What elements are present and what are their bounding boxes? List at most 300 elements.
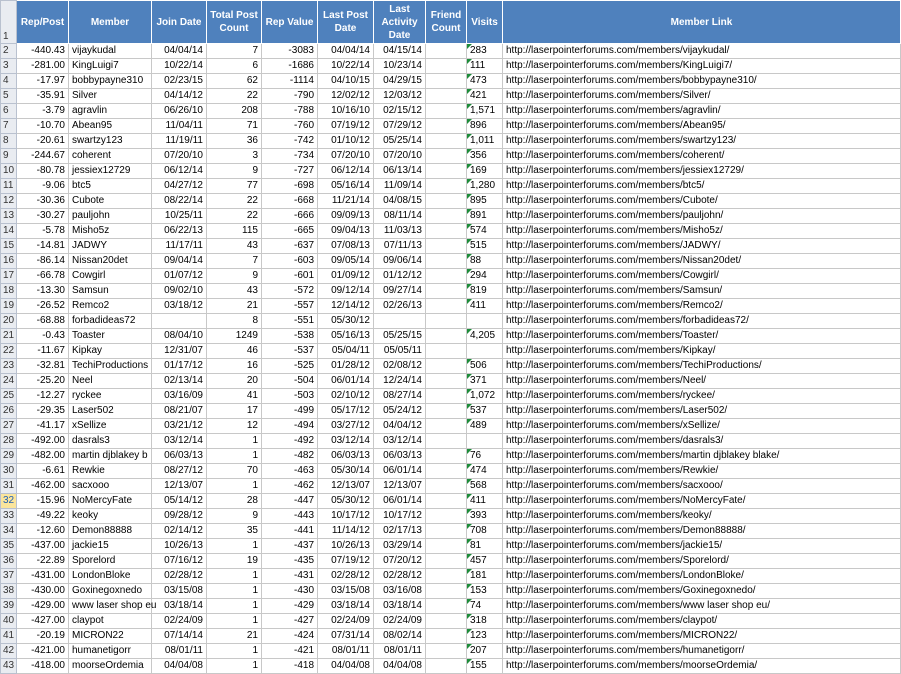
row-number[interactable]: 36	[1, 554, 17, 569]
cell-member[interactable]: agravlin	[69, 104, 152, 119]
row-number[interactable]: 32	[1, 494, 17, 509]
cell-total-post-count[interactable]: 36	[207, 134, 262, 149]
cell-member[interactable]: Nissan20det	[69, 254, 152, 269]
cell-member[interactable]: TechiProductions	[69, 359, 152, 374]
cell-friend-count[interactable]	[426, 494, 467, 509]
cell-join-date[interactable]: 08/22/14	[152, 194, 207, 209]
cell-member[interactable]: ryckee	[69, 389, 152, 404]
cell-member-link[interactable]: http://laserpointerforums.com/members/www laser shop eu/	[503, 599, 901, 614]
row-number[interactable]: 1	[1, 1, 17, 44]
cell-member[interactable]: NoMercyFate	[69, 494, 152, 509]
cell-last-activity-date[interactable]: 04/08/15	[374, 194, 426, 209]
cell-visits[interactable]: 4,205	[467, 329, 503, 344]
cell-rep-value[interactable]: -494	[262, 419, 318, 434]
cell-friend-count[interactable]	[426, 344, 467, 359]
cell-member-link[interactable]: http://laserpointerforums.com/members/xSellize/	[503, 419, 901, 434]
cell-last-post-date[interactable]: 04/04/14	[318, 44, 374, 59]
cell-join-date[interactable]: 07/16/12	[152, 554, 207, 569]
cell-last-activity-date[interactable]: 01/12/12	[374, 269, 426, 284]
cell-rep-post[interactable]: -430.00	[17, 584, 69, 599]
row-number[interactable]: 12	[1, 194, 17, 209]
cell-join-date[interactable]: 03/12/14	[152, 434, 207, 449]
cell-rep-post[interactable]: -30.36	[17, 194, 69, 209]
cell-member-link[interactable]: http://laserpointerforums.com/members/Sporelord/	[503, 554, 901, 569]
cell-last-post-date[interactable]: 12/02/12	[318, 89, 374, 104]
cell-friend-count[interactable]	[426, 479, 467, 494]
cell-total-post-count[interactable]: 19	[207, 554, 262, 569]
cell-visits[interactable]: 411	[467, 494, 503, 509]
cell-rep-post[interactable]: -9.06	[17, 179, 69, 194]
cell-last-post-date[interactable]: 03/12/14	[318, 434, 374, 449]
cell-visits[interactable]: 891	[467, 209, 503, 224]
cell-last-post-date[interactable]: 02/24/09	[318, 614, 374, 629]
cell-total-post-count[interactable]: 1	[207, 614, 262, 629]
cell-last-activity-date[interactable]: 11/03/13	[374, 224, 426, 239]
cell-last-post-date[interactable]: 07/31/14	[318, 629, 374, 644]
cell-friend-count[interactable]	[426, 434, 467, 449]
cell-total-post-count[interactable]: 22	[207, 89, 262, 104]
cell-total-post-count[interactable]: 1	[207, 479, 262, 494]
row-number[interactable]: 15	[1, 239, 17, 254]
cell-friend-count[interactable]	[426, 194, 467, 209]
cell-rep-post[interactable]: -5.78	[17, 224, 69, 239]
row-number[interactable]: 39	[1, 599, 17, 614]
cell-rep-value[interactable]: -418	[262, 659, 318, 674]
cell-rep-post[interactable]: -17.97	[17, 74, 69, 89]
cell-rep-post[interactable]: -25.20	[17, 374, 69, 389]
cell-visits[interactable]: 421	[467, 89, 503, 104]
cell-member-link[interactable]: http://laserpointerforums.com/members/ryckee/	[503, 389, 901, 404]
cell-friend-count[interactable]	[426, 659, 467, 674]
cell-friend-count[interactable]	[426, 554, 467, 569]
cell-last-activity-date[interactable]: 05/25/14	[374, 134, 426, 149]
cell-member-link[interactable]: http://laserpointerforums.com/members/Nissan20det/	[503, 254, 901, 269]
cell-rep-post[interactable]: -49.22	[17, 509, 69, 524]
cell-member[interactable]: Silver	[69, 89, 152, 104]
cell-visits[interactable]	[467, 434, 503, 449]
cell-visits[interactable]: 153	[467, 584, 503, 599]
cell-member-link[interactable]: http://laserpointerforums.com/members/KingLuigi7/	[503, 59, 901, 74]
cell-total-post-count[interactable]: 12	[207, 419, 262, 434]
cell-member[interactable]: martin djblakey b	[69, 449, 152, 464]
cell-member[interactable]: coherent	[69, 149, 152, 164]
cell-member[interactable]: jackie15	[69, 539, 152, 554]
cell-total-post-count[interactable]: 21	[207, 629, 262, 644]
cell-rep-post[interactable]: -3.79	[17, 104, 69, 119]
cell-member-link[interactable]: http://laserpointerforums.com/members/bobbypayne310/	[503, 74, 901, 89]
cell-join-date[interactable]: 08/01/11	[152, 644, 207, 659]
cell-rep-post[interactable]: -22.89	[17, 554, 69, 569]
cell-rep-value[interactable]: -441	[262, 524, 318, 539]
cell-rep-value[interactable]: -431	[262, 569, 318, 584]
cell-member[interactable]: Neel	[69, 374, 152, 389]
cell-rep-value[interactable]: -499	[262, 404, 318, 419]
cell-friend-count[interactable]	[426, 509, 467, 524]
row-number[interactable]: 16	[1, 254, 17, 269]
cell-rep-value[interactable]: -788	[262, 104, 318, 119]
cell-total-post-count[interactable]: 16	[207, 359, 262, 374]
cell-visits[interactable]: 371	[467, 374, 503, 389]
cell-member[interactable]: bobbypayne310	[69, 74, 152, 89]
cell-friend-count[interactable]	[426, 449, 467, 464]
row-number[interactable]: 27	[1, 419, 17, 434]
cell-join-date[interactable]: 02/14/12	[152, 524, 207, 539]
cell-rep-value[interactable]: -727	[262, 164, 318, 179]
cell-member-link[interactable]: http://laserpointerforums.com/members/TechiProductions/	[503, 359, 901, 374]
cell-rep-post[interactable]: -244.67	[17, 149, 69, 164]
cell-member[interactable]: Goxinegoxnedo	[69, 584, 152, 599]
cell-rep-post[interactable]: -431.00	[17, 569, 69, 584]
row-number[interactable]: 26	[1, 404, 17, 419]
cell-rep-value[interactable]: -537	[262, 344, 318, 359]
cell-last-activity-date[interactable]: 07/29/12	[374, 119, 426, 134]
cell-total-post-count[interactable]: 20	[207, 374, 262, 389]
cell-last-activity-date[interactable]: 09/27/14	[374, 284, 426, 299]
cell-rep-post[interactable]: -440.43	[17, 44, 69, 59]
cell-total-post-count[interactable]: 62	[207, 74, 262, 89]
cell-member[interactable]: Toaster	[69, 329, 152, 344]
cell-last-post-date[interactable]: 01/10/12	[318, 134, 374, 149]
cell-rep-value[interactable]: -665	[262, 224, 318, 239]
cell-friend-count[interactable]	[426, 89, 467, 104]
cell-rep-value[interactable]: -601	[262, 269, 318, 284]
column-header-visits[interactable]: Visits	[467, 1, 503, 44]
row-number[interactable]: 2	[1, 44, 17, 59]
cell-last-post-date[interactable]: 09/12/14	[318, 284, 374, 299]
cell-member-link[interactable]: http://laserpointerforums.com/members/Goxinegoxnedo/	[503, 584, 901, 599]
cell-member[interactable]: www laser shop eu	[69, 599, 152, 614]
row-number[interactable]: 37	[1, 569, 17, 584]
cell-total-post-count[interactable]: 17	[207, 404, 262, 419]
cell-visits[interactable]: 896	[467, 119, 503, 134]
row-number[interactable]: 42	[1, 644, 17, 659]
cell-member[interactable]: btc5	[69, 179, 152, 194]
cell-last-post-date[interactable]: 02/28/12	[318, 569, 374, 584]
cell-last-activity-date[interactable]: 09/06/14	[374, 254, 426, 269]
cell-rep-value[interactable]: -492	[262, 434, 318, 449]
cell-member-link[interactable]: http://laserpointerforums.com/members/LondonBloke/	[503, 569, 901, 584]
cell-total-post-count[interactable]: 1249	[207, 329, 262, 344]
cell-visits[interactable]: 1,072	[467, 389, 503, 404]
cell-rep-value[interactable]: -666	[262, 209, 318, 224]
cell-rep-value[interactable]: -503	[262, 389, 318, 404]
cell-rep-post[interactable]: -30.27	[17, 209, 69, 224]
cell-total-post-count[interactable]: 8	[207, 314, 262, 329]
cell-last-activity-date[interactable]: 08/02/14	[374, 629, 426, 644]
cell-visits[interactable]: 283	[467, 44, 503, 59]
cell-friend-count[interactable]	[426, 359, 467, 374]
cell-last-activity-date[interactable]: 04/04/08	[374, 659, 426, 674]
row-number[interactable]: 8	[1, 134, 17, 149]
cell-total-post-count[interactable]: 1	[207, 434, 262, 449]
row-number[interactable]: 9	[1, 149, 17, 164]
row-number[interactable]: 3	[1, 59, 17, 74]
cell-member-link[interactable]: http://laserpointerforums.com/members/claypot/	[503, 614, 901, 629]
cell-join-date[interactable]: 11/04/11	[152, 119, 207, 134]
cell-rep-post[interactable]: -281.00	[17, 59, 69, 74]
cell-member[interactable]: Cubote	[69, 194, 152, 209]
cell-rep-post[interactable]: -20.61	[17, 134, 69, 149]
cell-rep-post[interactable]: -32.81	[17, 359, 69, 374]
cell-total-post-count[interactable]: 43	[207, 284, 262, 299]
cell-last-activity-date[interactable]: 08/11/14	[374, 209, 426, 224]
cell-rep-post[interactable]: -66.78	[17, 269, 69, 284]
column-header-member-link[interactable]: Member Link	[503, 1, 901, 44]
row-number[interactable]: 34	[1, 524, 17, 539]
cell-member[interactable]: vijaykudal	[69, 44, 152, 59]
cell-last-post-date[interactable]: 11/14/12	[318, 524, 374, 539]
cell-member-link[interactable]: http://laserpointerforums.com/members/Rewkie/	[503, 464, 901, 479]
cell-rep-value[interactable]: -447	[262, 494, 318, 509]
cell-rep-value[interactable]: -760	[262, 119, 318, 134]
cell-member-link[interactable]: http://laserpointerforums.com/members/Toaster/	[503, 329, 901, 344]
row-number[interactable]: 30	[1, 464, 17, 479]
cell-friend-count[interactable]	[426, 164, 467, 179]
cell-member[interactable]: forbadideas72	[69, 314, 152, 329]
cell-rep-value[interactable]: -437	[262, 539, 318, 554]
cell-visits[interactable]: 356	[467, 149, 503, 164]
cell-friend-count[interactable]	[426, 389, 467, 404]
cell-member[interactable]: keoky	[69, 509, 152, 524]
cell-last-activity-date[interactable]: 07/11/13	[374, 239, 426, 254]
cell-rep-post[interactable]: -429.00	[17, 599, 69, 614]
cell-member-link[interactable]: http://laserpointerforums.com/members/Abean95/	[503, 119, 901, 134]
cell-friend-count[interactable]	[426, 59, 467, 74]
cell-total-post-count[interactable]: 28	[207, 494, 262, 509]
cell-last-post-date[interactable]: 05/17/12	[318, 404, 374, 419]
column-header-rep-post[interactable]: Rep/Post	[17, 1, 69, 44]
cell-visits[interactable]: 181	[467, 569, 503, 584]
cell-visits[interactable]: 473	[467, 74, 503, 89]
cell-rep-value[interactable]: -429	[262, 599, 318, 614]
cell-member-link[interactable]: http://laserpointerforums.com/members/MICRON22/	[503, 629, 901, 644]
cell-last-activity-date[interactable]: 06/01/14	[374, 464, 426, 479]
cell-total-post-count[interactable]: 1	[207, 659, 262, 674]
cell-visits[interactable]: 74	[467, 599, 503, 614]
cell-last-activity-date[interactable]: 10/23/14	[374, 59, 426, 74]
cell-rep-value[interactable]: -525	[262, 359, 318, 374]
cell-visits[interactable]: 111	[467, 59, 503, 74]
cell-rep-value[interactable]: -603	[262, 254, 318, 269]
cell-last-post-date[interactable]: 06/01/14	[318, 374, 374, 389]
cell-visits[interactable]: 819	[467, 284, 503, 299]
row-number[interactable]: 10	[1, 164, 17, 179]
cell-rep-post[interactable]: -418.00	[17, 659, 69, 674]
cell-last-post-date[interactable]: 04/10/15	[318, 74, 374, 89]
row-number[interactable]: 19	[1, 299, 17, 314]
cell-member[interactable]: sacxooo	[69, 479, 152, 494]
cell-member[interactable]: Laser502	[69, 404, 152, 419]
cell-total-post-count[interactable]: 1	[207, 644, 262, 659]
cell-visits[interactable]: 76	[467, 449, 503, 464]
cell-last-post-date[interactable]: 07/20/10	[318, 149, 374, 164]
cell-visits[interactable]: 537	[467, 404, 503, 419]
cell-total-post-count[interactable]: 9	[207, 509, 262, 524]
cell-rep-value[interactable]: -1114	[262, 74, 318, 89]
cell-visits[interactable]: 393	[467, 509, 503, 524]
cell-visits[interactable]: 1,011	[467, 134, 503, 149]
row-number[interactable]: 31	[1, 479, 17, 494]
cell-visits[interactable]: 123	[467, 629, 503, 644]
cell-join-date[interactable]: 07/20/10	[152, 149, 207, 164]
row-number[interactable]: 40	[1, 614, 17, 629]
cell-friend-count[interactable]	[426, 464, 467, 479]
cell-rep-post[interactable]: -11.67	[17, 344, 69, 359]
cell-last-activity-date[interactable]	[374, 314, 426, 329]
row-number[interactable]: 13	[1, 209, 17, 224]
cell-visits[interactable]: 515	[467, 239, 503, 254]
cell-rep-post[interactable]: -13.30	[17, 284, 69, 299]
column-header-last-post-date[interactable]: Last Post Date	[318, 1, 374, 44]
cell-friend-count[interactable]	[426, 269, 467, 284]
cell-visits[interactable]: 88	[467, 254, 503, 269]
cell-last-activity-date[interactable]: 04/29/15	[374, 74, 426, 89]
cell-last-activity-date[interactable]: 02/24/09	[374, 614, 426, 629]
row-number[interactable]: 29	[1, 449, 17, 464]
cell-member[interactable]: Remco2	[69, 299, 152, 314]
cell-last-post-date[interactable]: 05/30/14	[318, 464, 374, 479]
cell-join-date[interactable]: 03/15/08	[152, 584, 207, 599]
cell-join-date[interactable]: 12/13/07	[152, 479, 207, 494]
cell-rep-value[interactable]: -698	[262, 179, 318, 194]
cell-last-post-date[interactable]: 04/04/08	[318, 659, 374, 674]
cell-member-link[interactable]: http://laserpointerforums.com/members/moorseOrdemia/	[503, 659, 901, 674]
cell-friend-count[interactable]	[426, 74, 467, 89]
cell-last-post-date[interactable]: 05/16/14	[318, 179, 374, 194]
cell-join-date[interactable]: 11/19/11	[152, 134, 207, 149]
cell-member-link[interactable]: http://laserpointerforums.com/members/btc5/	[503, 179, 901, 194]
cell-visits[interactable]: 474	[467, 464, 503, 479]
cell-last-post-date[interactable]: 09/04/13	[318, 224, 374, 239]
cell-visits[interactable]: 506	[467, 359, 503, 374]
cell-join-date[interactable]: 03/18/14	[152, 599, 207, 614]
cell-visits[interactable]: 411	[467, 299, 503, 314]
cell-join-date[interactable]: 03/21/12	[152, 419, 207, 434]
cell-rep-value[interactable]: -557	[262, 299, 318, 314]
cell-last-post-date[interactable]: 12/13/07	[318, 479, 374, 494]
cell-last-activity-date[interactable]: 02/15/12	[374, 104, 426, 119]
cell-last-activity-date[interactable]: 12/24/14	[374, 374, 426, 389]
cell-last-post-date[interactable]: 10/16/10	[318, 104, 374, 119]
cell-last-post-date[interactable]: 03/27/12	[318, 419, 374, 434]
cell-total-post-count[interactable]: 46	[207, 344, 262, 359]
cell-member-link[interactable]: http://laserpointerforums.com/members/Silver/	[503, 89, 901, 104]
column-header-member[interactable]: Member	[69, 1, 152, 44]
row-number[interactable]: 38	[1, 584, 17, 599]
cell-last-post-date[interactable]: 10/26/13	[318, 539, 374, 554]
cell-visits[interactable]: 457	[467, 554, 503, 569]
cell-total-post-count[interactable]: 7	[207, 254, 262, 269]
cell-friend-count[interactable]	[426, 539, 467, 554]
cell-last-activity-date[interactable]: 03/16/08	[374, 584, 426, 599]
row-number[interactable]: 4	[1, 74, 17, 89]
cell-total-post-count[interactable]: 1	[207, 569, 262, 584]
row-number[interactable]: 17	[1, 269, 17, 284]
cell-rep-post[interactable]: -15.96	[17, 494, 69, 509]
cell-join-date[interactable]: 08/27/12	[152, 464, 207, 479]
cell-rep-value[interactable]: -572	[262, 284, 318, 299]
row-number[interactable]: 35	[1, 539, 17, 554]
cell-visits[interactable]: 169	[467, 164, 503, 179]
cell-last-post-date[interactable]: 08/01/11	[318, 644, 374, 659]
cell-join-date[interactable]: 05/14/12	[152, 494, 207, 509]
cell-rep-post[interactable]: -14.81	[17, 239, 69, 254]
cell-join-date[interactable]: 06/03/13	[152, 449, 207, 464]
cell-rep-value[interactable]: -421	[262, 644, 318, 659]
cell-last-post-date[interactable]: 02/10/12	[318, 389, 374, 404]
column-header-total-post-count[interactable]: Total Post Count	[207, 1, 262, 44]
cell-last-post-date[interactable]: 05/30/12	[318, 494, 374, 509]
cell-rep-post[interactable]: -29.35	[17, 404, 69, 419]
column-header-last-activity-date[interactable]: Last Activity Date	[374, 1, 426, 44]
cell-last-activity-date[interactable]: 11/09/14	[374, 179, 426, 194]
cell-join-date[interactable]: 03/18/12	[152, 299, 207, 314]
cell-join-date[interactable]: 12/31/07	[152, 344, 207, 359]
cell-join-date[interactable]: 01/17/12	[152, 359, 207, 374]
cell-member[interactable]: swartzy123	[69, 134, 152, 149]
cell-friend-count[interactable]	[426, 329, 467, 344]
cell-friend-count[interactable]	[426, 599, 467, 614]
row-number[interactable]: 23	[1, 359, 17, 374]
cell-last-activity-date[interactable]: 02/17/13	[374, 524, 426, 539]
cell-last-post-date[interactable]: 07/08/13	[318, 239, 374, 254]
cell-member-link[interactable]: http://laserpointerforums.com/members/humanetigorr/	[503, 644, 901, 659]
cell-friend-count[interactable]	[426, 524, 467, 539]
cell-visits[interactable]	[467, 344, 503, 359]
cell-visits[interactable]: 489	[467, 419, 503, 434]
cell-rep-value[interactable]: -538	[262, 329, 318, 344]
cell-last-post-date[interactable]: 12/14/12	[318, 299, 374, 314]
cell-visits[interactable]	[467, 314, 503, 329]
cell-join-date[interactable]: 07/14/14	[152, 629, 207, 644]
cell-last-activity-date[interactable]: 10/17/12	[374, 509, 426, 524]
cell-member-link[interactable]: http://laserpointerforums.com/members/Remco2/	[503, 299, 901, 314]
cell-rep-value[interactable]: -435	[262, 554, 318, 569]
cell-rep-post[interactable]: -80.78	[17, 164, 69, 179]
cell-member[interactable]: Abean95	[69, 119, 152, 134]
cell-friend-count[interactable]	[426, 584, 467, 599]
cell-rep-post[interactable]: -492.00	[17, 434, 69, 449]
cell-rep-post[interactable]: -26.52	[17, 299, 69, 314]
cell-join-date[interactable]: 08/04/10	[152, 329, 207, 344]
cell-join-date[interactable]: 06/22/13	[152, 224, 207, 239]
row-number[interactable]: 43	[1, 659, 17, 674]
cell-member-link[interactable]: http://laserpointerforums.com/members/forbadideas72/	[503, 314, 901, 329]
cell-total-post-count[interactable]: 1	[207, 599, 262, 614]
cell-visits[interactable]: 81	[467, 539, 503, 554]
cell-member-link[interactable]: http://laserpointerforums.com/members/coherent/	[503, 149, 901, 164]
cell-rep-value[interactable]: -424	[262, 629, 318, 644]
cell-rep-post[interactable]: -12.27	[17, 389, 69, 404]
cell-visits[interactable]: 1,280	[467, 179, 503, 194]
cell-member[interactable]: claypot	[69, 614, 152, 629]
cell-friend-count[interactable]	[426, 614, 467, 629]
cell-rep-value[interactable]: -443	[262, 509, 318, 524]
row-number[interactable]: 20	[1, 314, 17, 329]
cell-member[interactable]: LondonBloke	[69, 569, 152, 584]
cell-rep-post[interactable]: -86.14	[17, 254, 69, 269]
cell-total-post-count[interactable]: 77	[207, 179, 262, 194]
cell-join-date[interactable]: 06/26/10	[152, 104, 207, 119]
cell-member-link[interactable]: http://laserpointerforums.com/members/Laser502/	[503, 404, 901, 419]
cell-member-link[interactable]: http://laserpointerforums.com/members/vijaykudal/	[503, 44, 901, 59]
cell-rep-value[interactable]: -427	[262, 614, 318, 629]
cell-join-date[interactable]: 04/04/14	[152, 44, 207, 59]
cell-last-activity-date[interactable]: 05/05/11	[374, 344, 426, 359]
cell-rep-post[interactable]: -427.00	[17, 614, 69, 629]
cell-total-post-count[interactable]: 43	[207, 239, 262, 254]
cell-total-post-count[interactable]: 3	[207, 149, 262, 164]
